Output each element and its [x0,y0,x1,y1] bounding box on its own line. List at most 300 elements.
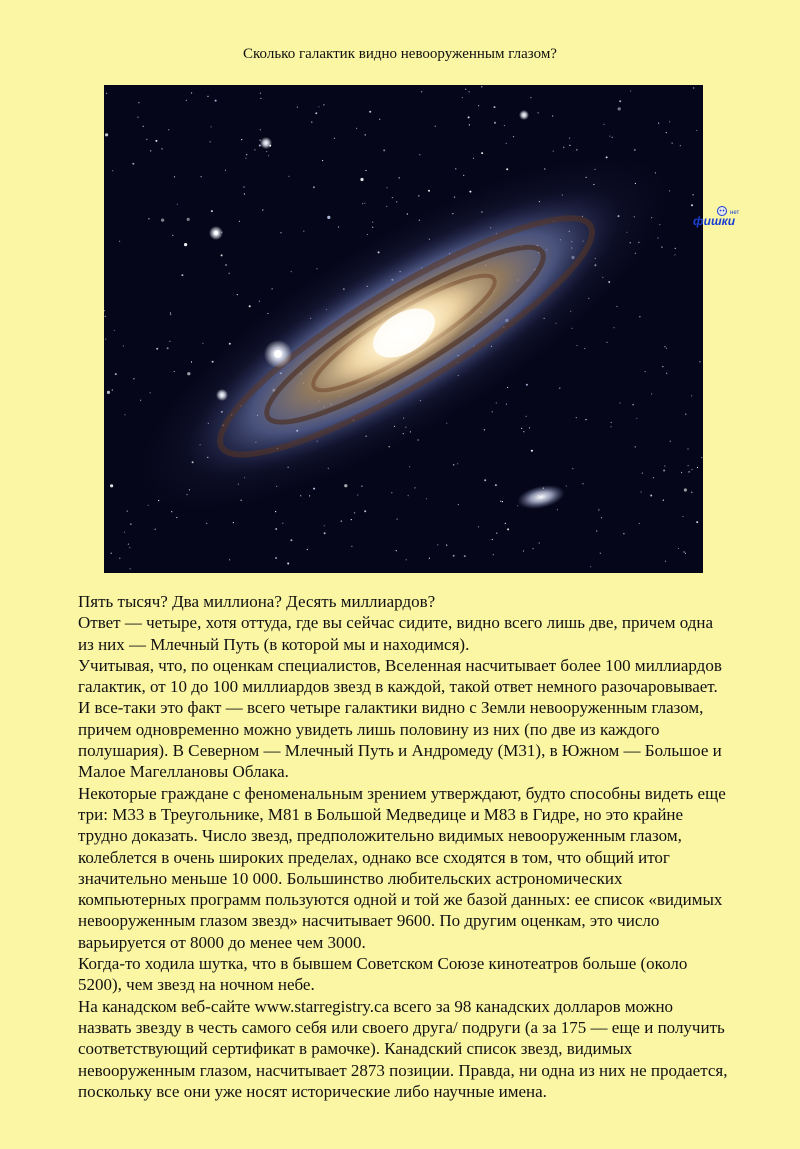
star [133,378,134,379]
star [526,384,528,386]
star [327,216,330,219]
star [362,203,363,204]
star [260,98,261,99]
star [123,345,124,346]
star [341,521,342,522]
star [630,90,631,91]
star [619,402,620,403]
star [529,427,530,428]
star [557,509,558,510]
star [663,470,665,472]
star [481,152,483,154]
star [309,495,310,496]
star [500,501,501,502]
star [409,466,410,467]
star [699,361,700,362]
star [680,145,681,146]
star [435,126,436,127]
star [211,126,212,127]
star [287,563,289,565]
star [137,117,138,118]
star [531,450,533,452]
star [315,112,317,114]
star [693,194,694,195]
star [669,121,670,122]
star [636,418,637,419]
star [215,100,217,102]
star [334,138,335,139]
star [338,226,339,227]
star [582,483,583,484]
star [303,231,304,232]
star [288,176,289,177]
star [146,139,147,140]
star [105,339,106,340]
star [365,134,366,135]
star [611,426,612,427]
star [386,206,387,207]
star [167,347,169,349]
paragraph-answer: Ответ — четыре, хотя оттуда, где вы сейчас сидите, видно всего лишь две, причем одна из них — Млечный Путь (в которой мы и находимся). [78,613,714,654]
star [130,568,131,569]
star [596,530,597,531]
star [650,495,652,497]
star [533,548,534,549]
star [239,221,240,222]
star [611,422,612,423]
star [507,528,509,530]
star [517,505,518,506]
star [584,348,585,349]
star [641,491,642,492]
star [653,477,654,478]
star [633,404,634,405]
star [651,393,652,394]
article-body [78,591,728,1102]
star [484,479,486,481]
star [207,96,208,97]
star [635,446,636,447]
star [666,373,667,374]
star [691,395,692,396]
svg-text:нет: нет [730,210,740,216]
star [356,128,357,129]
star [662,366,663,367]
star [138,102,139,103]
star [664,346,665,347]
star [455,168,456,169]
star [313,488,315,490]
star [696,130,697,131]
star [464,555,466,557]
star [506,168,508,170]
star [678,548,679,549]
star [559,388,560,389]
star [576,417,577,418]
star [266,151,267,152]
star [206,523,207,524]
star [468,116,470,118]
star [665,561,666,562]
star [290,539,292,541]
star [666,132,667,133]
star [437,544,438,545]
star [478,526,479,527]
star [414,487,415,488]
star [493,554,494,555]
star [446,423,447,424]
star [244,193,245,194]
star [245,158,246,159]
star [494,106,496,108]
star [681,472,682,473]
star [521,428,522,429]
star [275,528,277,530]
watermark-logo [690,205,740,229]
star [462,97,463,98]
star [344,484,347,487]
star [174,176,175,177]
star [156,348,158,350]
star [233,522,234,523]
star [105,133,108,136]
star [691,469,692,470]
star [129,547,130,548]
star [379,119,380,120]
star [210,141,211,142]
star [148,505,149,506]
star [351,519,352,520]
star [110,484,113,487]
star [115,373,117,375]
star [391,492,392,493]
star [418,439,419,440]
star [241,139,242,140]
star [140,400,141,401]
star [229,559,230,560]
star [623,533,624,534]
star [316,268,317,269]
star [506,404,507,405]
star [419,154,420,155]
star [191,92,192,93]
star [696,521,698,523]
star [396,550,397,551]
star [661,247,662,248]
star [369,111,371,113]
star [399,177,400,178]
star [318,106,319,107]
star [612,137,613,138]
star [504,125,505,126]
star [672,143,673,144]
star [492,539,493,540]
star [397,519,398,520]
star [229,273,230,274]
star [168,129,169,130]
star [357,494,358,495]
paragraph-joke: Когда-то ходила шутка, что в бывшем Советском Союзе кинотеатров больше (около 5200), чем звезд на ночном небе. [78,954,688,995]
star [469,124,470,125]
star [297,107,298,108]
star [119,558,120,559]
star [161,148,162,149]
star [693,87,694,88]
star [687,448,688,449]
star [484,429,485,430]
star [494,122,496,124]
page-title: Сколько галактик видно невооруженным глазом? [243,46,557,62]
star [300,495,301,496]
star [538,112,539,113]
star [172,235,173,236]
star [225,170,226,171]
star [618,107,621,110]
star [502,501,503,502]
star [569,145,570,146]
star [360,178,363,181]
star [143,126,144,127]
star [685,414,686,415]
star [361,486,362,487]
star [688,465,689,466]
star [453,464,454,465]
star [495,484,497,486]
star [383,149,385,151]
star [428,190,430,192]
star [406,559,407,560]
star [260,93,261,94]
star [507,387,508,388]
star [364,510,366,512]
star [407,213,408,214]
star [600,553,601,554]
star [639,316,640,317]
star [429,558,430,559]
star [150,150,151,151]
star [469,91,470,92]
star [675,248,676,249]
star [691,492,692,493]
star [663,500,664,501]
star [324,525,325,526]
star [106,93,107,94]
star [598,509,599,510]
star [169,341,170,342]
star [616,306,617,307]
star [127,511,128,512]
star [150,392,151,393]
star [174,371,175,372]
star [225,264,227,266]
star [372,227,373,228]
star [177,204,178,205]
star [155,140,157,142]
paragraph-registry: На канадском веб-сайте www.starregistry.ca всего за 98 канадских долларов можно назвать звезду в честь самого себя или своего друга/ подруги (а за 175 — еще и получить соответствующий сертификат в рамочке). Канадский список звезд, видимых невооруженным глазом, насчитывает 2873 позиции. Правда, ни одна из них не продается, поскольку все они уже носят исторические либо научные имена. [78,996,728,1101]
star [324,532,326,534]
star [496,533,497,534]
star [539,542,540,543]
svg-text:фишки: фишки [693,214,736,228]
star [492,411,493,412]
star [112,389,113,390]
star [291,271,292,272]
star [307,549,308,550]
paragraph-stars: Некоторые граждане с феноменальным зрением утверждают, будто способны видеть еще три: М33 в Треугольнике, М81 в Большой Медведице и М83 в Гидре, но это крайне трудно доказать. Число звезд, предположительно видимых невооруженным глазом, колеблется в очень широких пределах, однако все сходятся в том, что общий итог значительно меньше 10 000. Большинство любительских астрономических компьютерных программ пользуются одной и той же базой данных: ее список «видимых невооруженным глазом звезд» насчитывает 9600. По другим оценкам, это число варьируется от 8000 до менее чем 3000. [78,783,726,952]
star [249,305,251,307]
star [453,555,455,557]
star [311,122,312,123]
star [254,149,255,150]
star [128,544,129,545]
star [275,557,277,559]
star [386,187,387,188]
star [211,210,213,212]
star [613,327,614,328]
star [689,471,690,472]
star [463,175,464,176]
star [576,345,577,346]
star [107,391,110,394]
andromeda-galaxy-image [104,85,703,573]
star [155,529,156,530]
star [606,342,607,343]
star [184,243,187,246]
star [202,343,203,344]
star [465,89,466,90]
star [161,219,164,222]
star [609,136,610,137]
star [191,361,192,362]
star [572,468,573,469]
star [684,551,685,552]
star [323,104,324,105]
star [365,170,366,171]
star [685,553,686,554]
star [272,288,273,289]
star [354,512,355,513]
star [282,523,283,524]
star [187,372,190,375]
star [132,163,134,165]
star [563,147,564,148]
star [408,495,409,496]
star [658,123,659,124]
star [590,566,591,567]
star [246,154,247,155]
star [458,504,459,505]
star [639,523,640,524]
star [186,100,187,101]
star [481,86,482,87]
star [642,473,643,474]
star [619,100,621,102]
star [119,241,120,242]
star [372,222,373,223]
star [181,274,183,276]
star [670,441,671,442]
star [392,197,393,198]
star [367,234,368,235]
paragraph-galaxies: Учитывая, что, по оценкам специалистов, Вселенная насчитывает более 100 миллиардов галактик, от 10 до 100 миллиардов звезд в каждой, такой ответ немного разочаровывает. И все-таки это факт — всего четыре галактики видно с Земли невооруженным глазом, причем одновременно можно увидеть лишь половину из них (по две из каждого полушария). В Северном — Млечный Путь и Андромеду (М31), в Южном — Большое и Малое Магеллановы Облака. [78,655,722,782]
star [105,316,106,317]
star [634,149,636,151]
star [176,517,177,518]
star [526,416,527,417]
star [148,218,149,219]
star [313,186,315,188]
star [513,136,514,137]
star [457,463,458,464]
star [351,546,352,547]
star [585,419,586,420]
star [396,201,397,202]
star [505,523,506,524]
star [552,115,553,116]
star [322,160,323,161]
star [170,314,171,315]
star [260,129,261,130]
star [523,550,524,551]
star [364,203,365,204]
star [130,524,131,525]
star [418,195,419,196]
star [114,330,115,331]
star [701,457,702,458]
star [275,511,276,512]
star [601,517,602,518]
star [124,532,125,533]
star [187,218,190,221]
star [201,176,202,177]
star [259,301,260,302]
star [446,545,447,546]
star [260,140,261,141]
star [682,516,683,517]
star [530,97,531,98]
star [112,170,113,171]
star [697,467,698,468]
star [576,149,577,150]
star [262,209,263,210]
star [496,402,497,403]
star [674,254,675,255]
star [170,312,171,313]
star [473,158,474,159]
star [243,186,244,187]
star [280,232,281,233]
star [569,138,570,139]
star [111,553,112,554]
star [426,498,427,499]
star [237,294,238,295]
star [666,348,667,349]
star [268,155,269,156]
star [603,124,604,125]
star [523,431,524,432]
star [421,91,422,92]
star [566,485,567,486]
star [506,143,507,144]
paragraph-question: Пять тысяч? Два миллиона? Десять миллиардов? [78,592,436,611]
star [664,465,665,466]
star [221,254,223,256]
star [684,488,687,491]
star [478,105,479,106]
star [553,151,554,152]
star [124,414,125,415]
star [645,371,646,372]
